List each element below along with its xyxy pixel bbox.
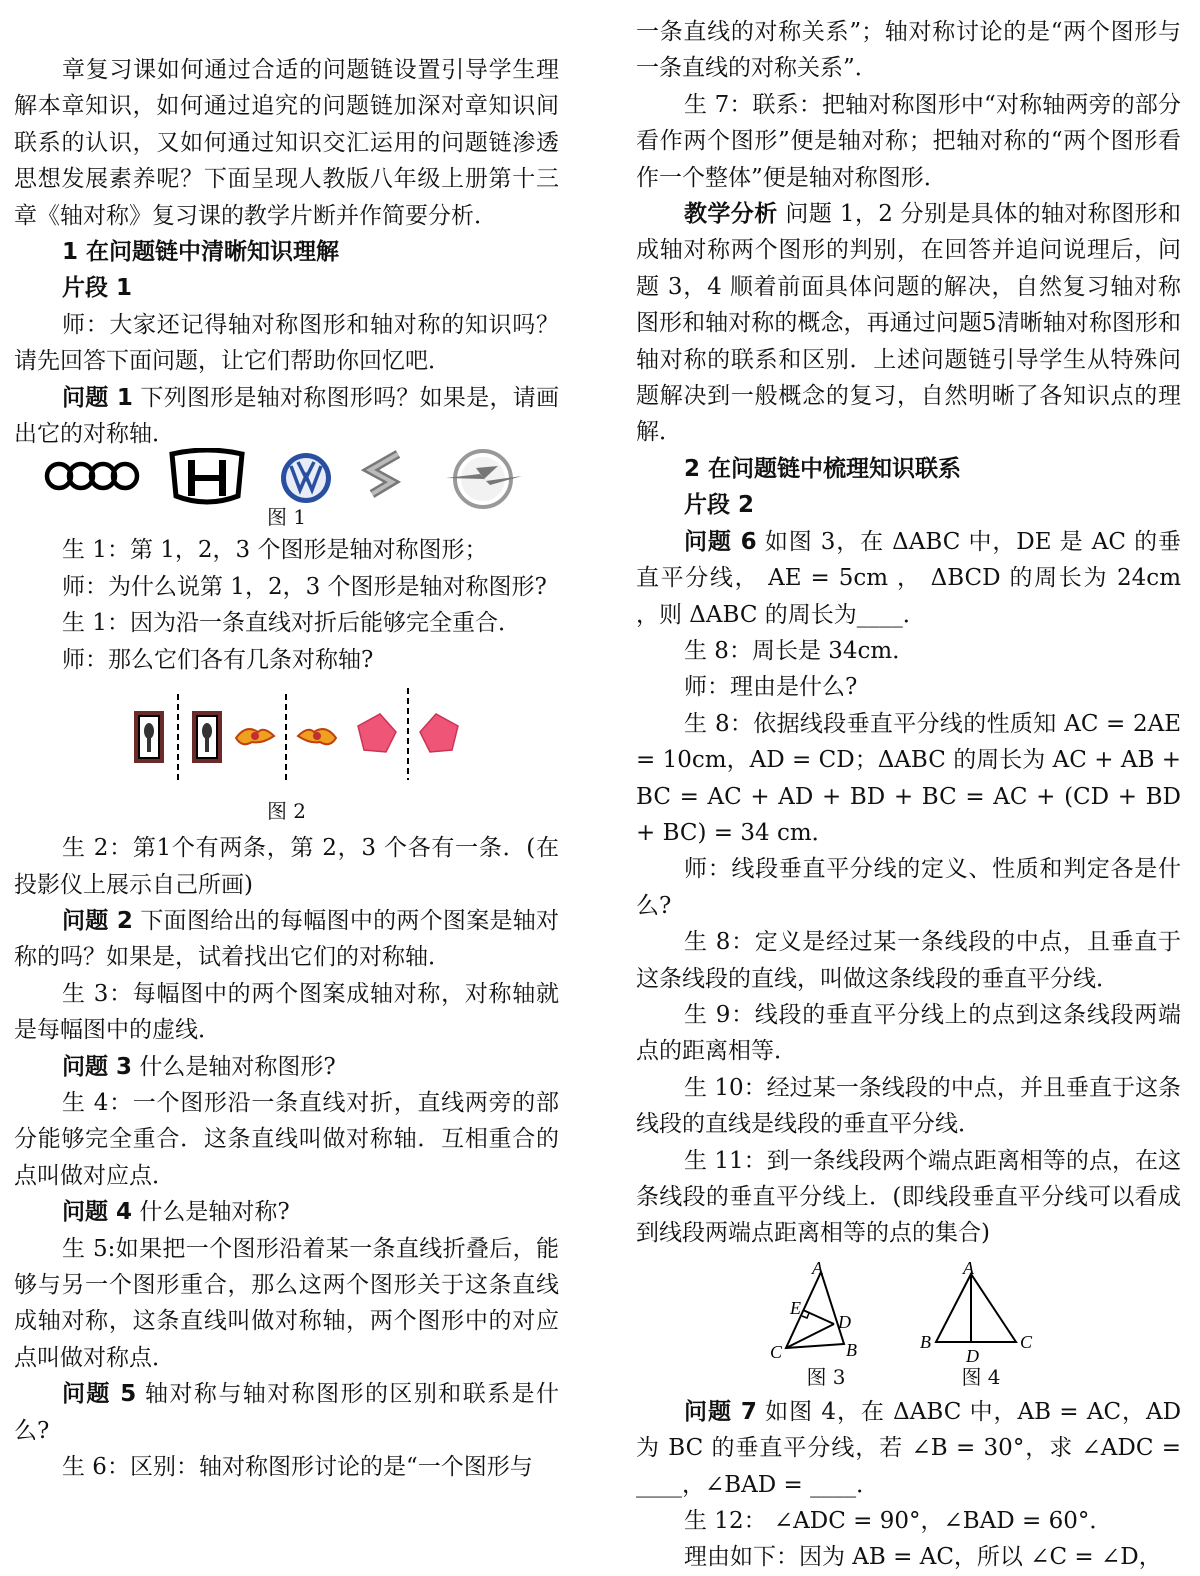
student-7-answer: 生 7：联系：把轴对称图形中“对称轴两旁的部分看作两个图形”便是轴对称；把轴对称的“两个图形看作一个整体”便是轴对称图形． — [636, 91, 1181, 191]
question-5-label: 问题 5 — [62, 1381, 137, 1408]
fig4-label-b: B — [920, 1331, 931, 1352]
question-1 — [14, 380, 559, 453]
question-7-label: 问题 7 — [684, 1398, 757, 1425]
student-1-reason: 生 1：因为沿一条直线对折后能够完全重合． — [62, 610, 521, 637]
question-4-label: 问题 4 — [62, 1199, 133, 1226]
figure-3-triangle — [766, 1262, 866, 1362]
teacher-line-1: 师：大家还记得轴对称图形和轴对称的知识吗？请先回答下面问题，让它们帮助你回忆吧． — [14, 311, 559, 375]
figure-4-triangle — [916, 1262, 1056, 1362]
fig4-label-c: C — [1020, 1331, 1033, 1352]
question-2-label: 问题 2 — [62, 907, 133, 934]
student-3-answer: 生 3：每幅图中的两个图案成轴对称，对称轴就是每幅图中的虚线． — [14, 980, 559, 1044]
figure-2-drawing — [124, 686, 464, 786]
right-column — [636, 14, 1181, 1576]
student-6-answer: 生 6：区别：轴对称图形讨论的是“一个图形与 — [62, 1454, 533, 1480]
figures-3-4 — [636, 1262, 1181, 1394]
fig4-label-a: A — [963, 1261, 974, 1278]
figure-1-caption: 图 1 — [266, 505, 307, 530]
student-2-answer: 生 2：第1个有两条，第 2，3 个各有一条．(在投影仪上展示自己所画) — [14, 835, 559, 898]
figure-1 — [14, 452, 559, 510]
figure-4-caption: 图 4 — [961, 1364, 1001, 1389]
student-5-answer: 生 5:如果把一个图形沿着某一条直线折叠后，能够与另一个图形重合，那么这两个图形关于这条直线成轴对称，这条直线叫做对称轴，两个图形中的对应点叫做对称点． — [14, 1235, 559, 1371]
figure-2 — [14, 678, 559, 796]
question-2-text: 下面图给出的每幅图中的两个图案是轴对称的吗？如果是，试着找出它们的对称轴． — [14, 907, 560, 971]
student-1-answer: 生 1：第 1，2，3 个图形是轴对称图形； — [62, 537, 488, 564]
teacher-question-reason: 师：理由是什么? — [684, 674, 858, 701]
student-10-criterion: 生 10：经过某一条线段的中点，并且垂直于这条线段的直线是线段的垂直平分线． — [636, 1074, 1181, 1138]
question-5-text: 轴对称与轴对称图形的区别和联系是什么? — [14, 1381, 559, 1444]
question-1-text: 下列图形是轴对称图形吗？如果是，请画出它的对称轴． — [14, 384, 560, 448]
question-7-text: 如图 4，在 ΔABC 中，AB = AC，AD 为 BC 的垂直平分线，若 ∠B = 30°，求 ∠ADC = ____，∠BAD = ____． — [636, 1398, 1182, 1498]
rings-logo — [42, 460, 142, 492]
question-4 — [14, 1194, 559, 1230]
question-1-label: 问题 1 — [62, 384, 133, 411]
question-2 — [14, 903, 559, 976]
fig3-label-c: C — [770, 1341, 783, 1362]
question-6-label: 问题 6 — [684, 528, 757, 555]
question-3-label: 问题 3 — [62, 1053, 133, 1080]
teaching-analysis-text: 问题 1，2 分别是具体的轴对称图形和成轴对称两个图形的判别，在回答并追问说理后，问题 3，4 顺着前面具体问题的解决，自然复习轴对称图形和轴对称的概念，再通过问题5清晰轴对称图形和轴对称的联系和区别．上述问题链引导学生从特殊问题解决到一般概念的复习，自然明晰了各知识点的理解． — [636, 201, 1182, 446]
section-2-heading: 2 在问题链中梳理知识联系 — [684, 455, 962, 482]
teaching-analysis-label: 教学分析 — [684, 201, 778, 228]
teacher-question-axes: 师：那么它们各有几条对称轴? — [62, 646, 374, 673]
reason-line: 理由如下：因为 AB = AC，所以 ∠C = ∠D， — [684, 1544, 1162, 1571]
question-6-text: 如图 3，在 ΔABC 中，DE 是 AC 的垂直平分线， AE = 5cm ， ΔBCD 的周长为 24cm ，则 ΔABC 的周长为____． — [636, 528, 1181, 628]
fig3-label-a: A — [812, 1261, 823, 1278]
lightning-logo — [440, 448, 526, 510]
section-1-heading: 1 在问题链中清晰知识理解 — [62, 239, 340, 266]
teacher-question-definition: 师：线段垂直平分线的定义、性质和判定各是什么? — [636, 856, 1181, 919]
fig3-label-b: B — [846, 1339, 857, 1360]
student-8-reasoning: 生 8：依据线段垂直平分线的性质知 AC = 2AE = 10cm，AD = CD；ΔABC 的周长为 AC + AB + BC = AC + AD + BD + BC = AC + (CD + BD + BC) = 34 cm． — [636, 710, 1181, 846]
fragment-1-heading: 片段 1 — [62, 275, 133, 302]
question-6 — [636, 524, 1181, 633]
student-11-set: 生 11：到一条线段两个端点距离相等的点，在这条线段的垂直平分线上．(即线段垂直平分线可以看成到线段两端点距离相等的点的集合) — [636, 1147, 1181, 1247]
teacher-question-why: 师：为什么说第 1，2，3 个图形是轴对称图形? — [62, 573, 547, 600]
question-7 — [636, 1394, 1181, 1503]
fig3-label-d: D — [838, 1311, 851, 1332]
question-3 — [14, 1049, 559, 1085]
student-8-definition: 生 8：定义是经过某一条线段的中点，且垂直于这条线段的直线，叫做这条线段的垂直平分线． — [636, 929, 1181, 992]
figure-3-caption: 图 3 — [806, 1364, 846, 1389]
fig3-label-e: E — [790, 1297, 801, 1318]
intro-paragraph: 章复习课如何通过合适的问题链设置引导学生理解本章知识，如何通过追究的问题链加深对章知识间联系的认识，又如何通过知识交汇运用的问题链渗透思想发展素养呢？下面呈现人教版八年级上册第十三章《轴对称》复习课的教学片断并作简要分析． — [14, 57, 559, 229]
fig4-label-d: D — [966, 1345, 979, 1362]
left-column — [14, 52, 559, 1485]
student-6-continuation: 一条直线的对称关系”；轴对称讨论的是“两个图形与一条直线的对称关系”． — [636, 19, 1181, 82]
question-3-text: 什么是轴对称图形? — [132, 1053, 336, 1080]
h-logo — [166, 448, 248, 510]
vw-logo — [278, 450, 334, 506]
fragment-2-heading: 片段 2 — [684, 492, 755, 519]
student-4-answer: 生 4：一个图形沿一条直线对折，直线两旁的部分能够完全重合．这条直线叫做对称轴．互相重合的点叫做对应点． — [14, 1089, 559, 1189]
student-8-answer: 生 8：周长是 34cm． — [684, 637, 916, 664]
s-logo — [352, 450, 422, 506]
student-9-property: 生 9：线段的垂直平分线上的点到这条线段两端点的距离相等． — [636, 1001, 1181, 1065]
student-12-answer: 生 12： ∠ADC = 90°，∠BAD = 60°． — [684, 1508, 1113, 1535]
question-5 — [14, 1376, 559, 1449]
figure-2-caption: 图 2 — [266, 799, 307, 824]
teaching-analysis — [636, 196, 1181, 451]
question-4-text: 什么是轴对称? — [132, 1199, 290, 1226]
